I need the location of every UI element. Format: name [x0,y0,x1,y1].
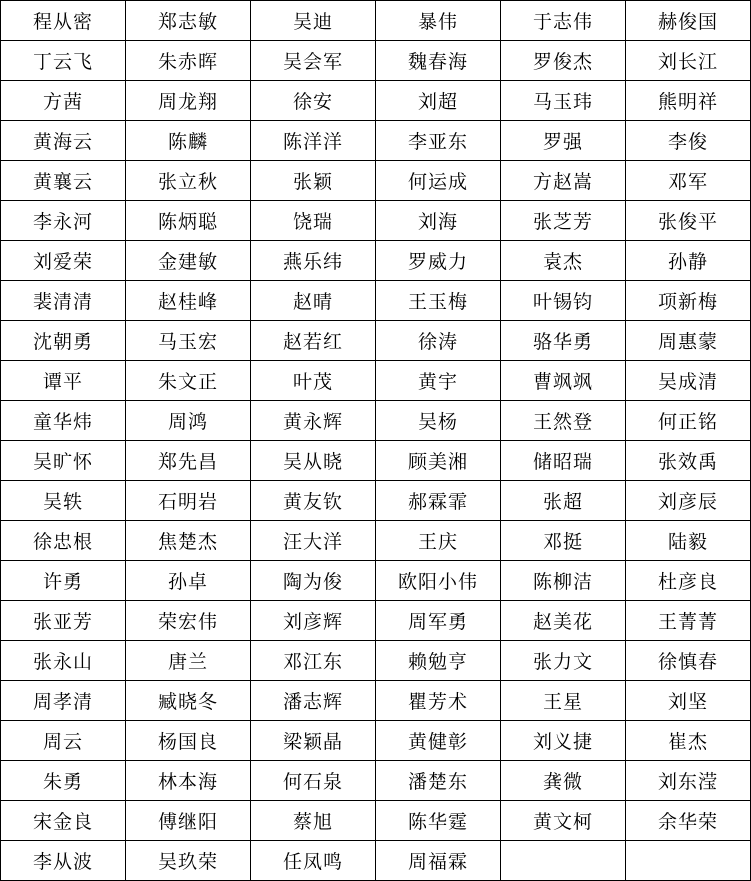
name-cell: 陈华霆 [376,801,501,841]
name-cell: 李从波 [1,841,126,881]
name-cell: 朱勇 [1,761,126,801]
name-cell: 黄海云 [1,121,126,161]
name-cell: 王星 [501,681,626,721]
name-cell: 程从密 [1,1,126,41]
name-cell: 赵桂峰 [126,281,251,321]
name-cell: 熊明祥 [626,81,751,121]
name-cell: 燕乐纬 [251,241,376,281]
name-cell: 周福霖 [376,841,501,881]
name-cell: 吴玖荣 [126,841,251,881]
name-cell: 林本海 [126,761,251,801]
name-cell: 于志伟 [501,1,626,41]
name-cell: 余华荣 [626,801,751,841]
name-cell: 吴旷怀 [1,441,126,481]
table-row [1,521,751,561]
name-cell: 曹飒飒 [501,361,626,401]
name-cell: 张立秋 [126,161,251,201]
name-cell: 吴轶 [1,481,126,521]
name-cell: 张俊平 [626,201,751,241]
name-cell: 臧晓冬 [126,681,251,721]
name-cell: 陈炳聪 [126,201,251,241]
name-cell: 龚微 [501,761,626,801]
name-cell: 邓军 [626,161,751,201]
name-cell: 赵美花 [501,601,626,641]
table-row [1,481,751,521]
name-cell: 叶茂 [251,361,376,401]
name-cell: 汪大洋 [251,521,376,561]
name-cell: 邓江东 [251,641,376,681]
name-cell: 石明岩 [126,481,251,521]
table-row [1,441,751,481]
name-cell: 刘彦辉 [251,601,376,641]
name-cell: 金建敏 [126,241,251,281]
table-row [1,841,751,881]
name-cell: 刘义捷 [501,721,626,761]
name-cell: 罗威力 [376,241,501,281]
name-cell: 陈柳洁 [501,561,626,601]
table-row [1,761,751,801]
name-cell: 方茜 [1,81,126,121]
name-cell: 童华炜 [1,401,126,441]
name-cell: 丁云飞 [1,41,126,81]
table-row [1,361,751,401]
name-cell: 周孝清 [1,681,126,721]
name-cell: 杨国良 [126,721,251,761]
name-cell: 魏春海 [376,41,501,81]
name-table-body [1,1,751,881]
name-cell: 罗俊杰 [501,41,626,81]
name-cell: 张亚芳 [1,601,126,641]
table-row [1,121,751,161]
table-row [1,281,751,321]
name-cell: 刘坚 [626,681,751,721]
name-cell: 徐忠根 [1,521,126,561]
name-cell: 蔡旭 [251,801,376,841]
name-cell: 刘爱荣 [1,241,126,281]
name-cell: 何石泉 [251,761,376,801]
name-cell: 张力文 [501,641,626,681]
name-cell: 唐兰 [126,641,251,681]
name-cell: 王庆 [376,521,501,561]
name-cell: 许勇 [1,561,126,601]
name-cell: 张颖 [251,161,376,201]
name-cell: 王然登 [501,401,626,441]
name-cell: 何运成 [376,161,501,201]
name-cell: 朱文正 [126,361,251,401]
name-cell: 郑先昌 [126,441,251,481]
name-cell: 谭平 [1,361,126,401]
name-cell: 李永河 [1,201,126,241]
name-cell: 顾美湘 [376,441,501,481]
name-cell: 吴杨 [376,401,501,441]
name-cell: 孙静 [626,241,751,281]
name-cell: 黄宇 [376,361,501,401]
name-cell: 陈麟 [126,121,251,161]
table-row [1,81,751,121]
name-cell: 吴成清 [626,361,751,401]
table-row [1,681,751,721]
table-row [1,321,751,361]
name-cell: 袁杰 [501,241,626,281]
name-cell: 张效禹 [626,441,751,481]
name-cell: 周云 [1,721,126,761]
name-cell: 朱赤晖 [126,41,251,81]
name-cell: 徐慎春 [626,641,751,681]
table-row [1,41,751,81]
table-row [1,801,751,841]
name-cell: 郝霖霏 [376,481,501,521]
name-cell: 欧阳小伟 [376,561,501,601]
name-cell: 杜彦良 [626,561,751,601]
name-cell: 张超 [501,481,626,521]
name-cell: 刘海 [376,201,501,241]
name-cell: 黄襄云 [1,161,126,201]
name-cell: 饶瑞 [251,201,376,241]
name-cell: 潘志辉 [251,681,376,721]
name-cell: 刘彦辰 [626,481,751,521]
name-cell: 周鸿 [126,401,251,441]
name-cell: 孙卓 [126,561,251,601]
name-cell: 徐涛 [376,321,501,361]
name-cell: 陆毅 [626,521,751,561]
name-cell: 崔杰 [626,721,751,761]
name-cell: 刘长江 [626,41,751,81]
name-cell: 方赵嵩 [501,161,626,201]
name-cell: 梁颖晶 [251,721,376,761]
name-cell: 黄永辉 [251,401,376,441]
name-cell: 李亚东 [376,121,501,161]
name-cell: 张芝芳 [501,201,626,241]
name-cell: 周军勇 [376,601,501,641]
name-cell: 罗强 [501,121,626,161]
name-cell: 瞿芳术 [376,681,501,721]
name-cell: 荣宏伟 [126,601,251,641]
name-cell: 裴清清 [1,281,126,321]
name-cell: 叶锡钧 [501,281,626,321]
name-cell: 马玉宏 [126,321,251,361]
name-cell: 任凤鸣 [251,841,376,881]
name-cell: 吴迪 [251,1,376,41]
table-row [1,601,751,641]
name-cell: 潘楚东 [376,761,501,801]
table-row [1,721,751,761]
table-row [1,161,751,201]
name-cell: 邓挺 [501,521,626,561]
name-cell: 赖勉亨 [376,641,501,681]
name-cell: 傅继阳 [126,801,251,841]
name-cell: 吴会军 [251,41,376,81]
name-cell: 徐安 [251,81,376,121]
name-cell: 宋金良 [1,801,126,841]
name-cell: 陈洋洋 [251,121,376,161]
name-cell: 焦楚杰 [126,521,251,561]
name-cell: 陶为俊 [251,561,376,601]
table-row [1,641,751,681]
name-cell: 黄友钦 [251,481,376,521]
name-cell: 李俊 [626,121,751,161]
name-cell: 马玉玮 [501,81,626,121]
table-row [1,401,751,441]
name-cell: 赵若红 [251,321,376,361]
name-cell: 沈朝勇 [1,321,126,361]
name-cell [501,841,626,881]
table-row [1,201,751,241]
name-cell: 骆华勇 [501,321,626,361]
name-cell: 周龙翔 [126,81,251,121]
name-cell: 项新梅 [626,281,751,321]
name-cell: 何正铭 [626,401,751,441]
name-cell: 刘超 [376,81,501,121]
name-cell: 暴伟 [376,1,501,41]
name-cell: 周惠蒙 [626,321,751,361]
name-cell: 刘东滢 [626,761,751,801]
table-row [1,241,751,281]
table-row [1,1,751,41]
name-cell: 赫俊国 [626,1,751,41]
name-cell: 王玉梅 [376,281,501,321]
name-cell: 张永山 [1,641,126,681]
name-cell: 王菁菁 [626,601,751,641]
name-cell: 黄健彰 [376,721,501,761]
name-cell: 赵晴 [251,281,376,321]
name-cell: 吴从晓 [251,441,376,481]
name-cell: 郑志敏 [126,1,251,41]
name-cell: 储昭瑞 [501,441,626,481]
name-cell: 黄文柯 [501,801,626,841]
table-row [1,561,751,601]
name-cell [626,841,751,881]
